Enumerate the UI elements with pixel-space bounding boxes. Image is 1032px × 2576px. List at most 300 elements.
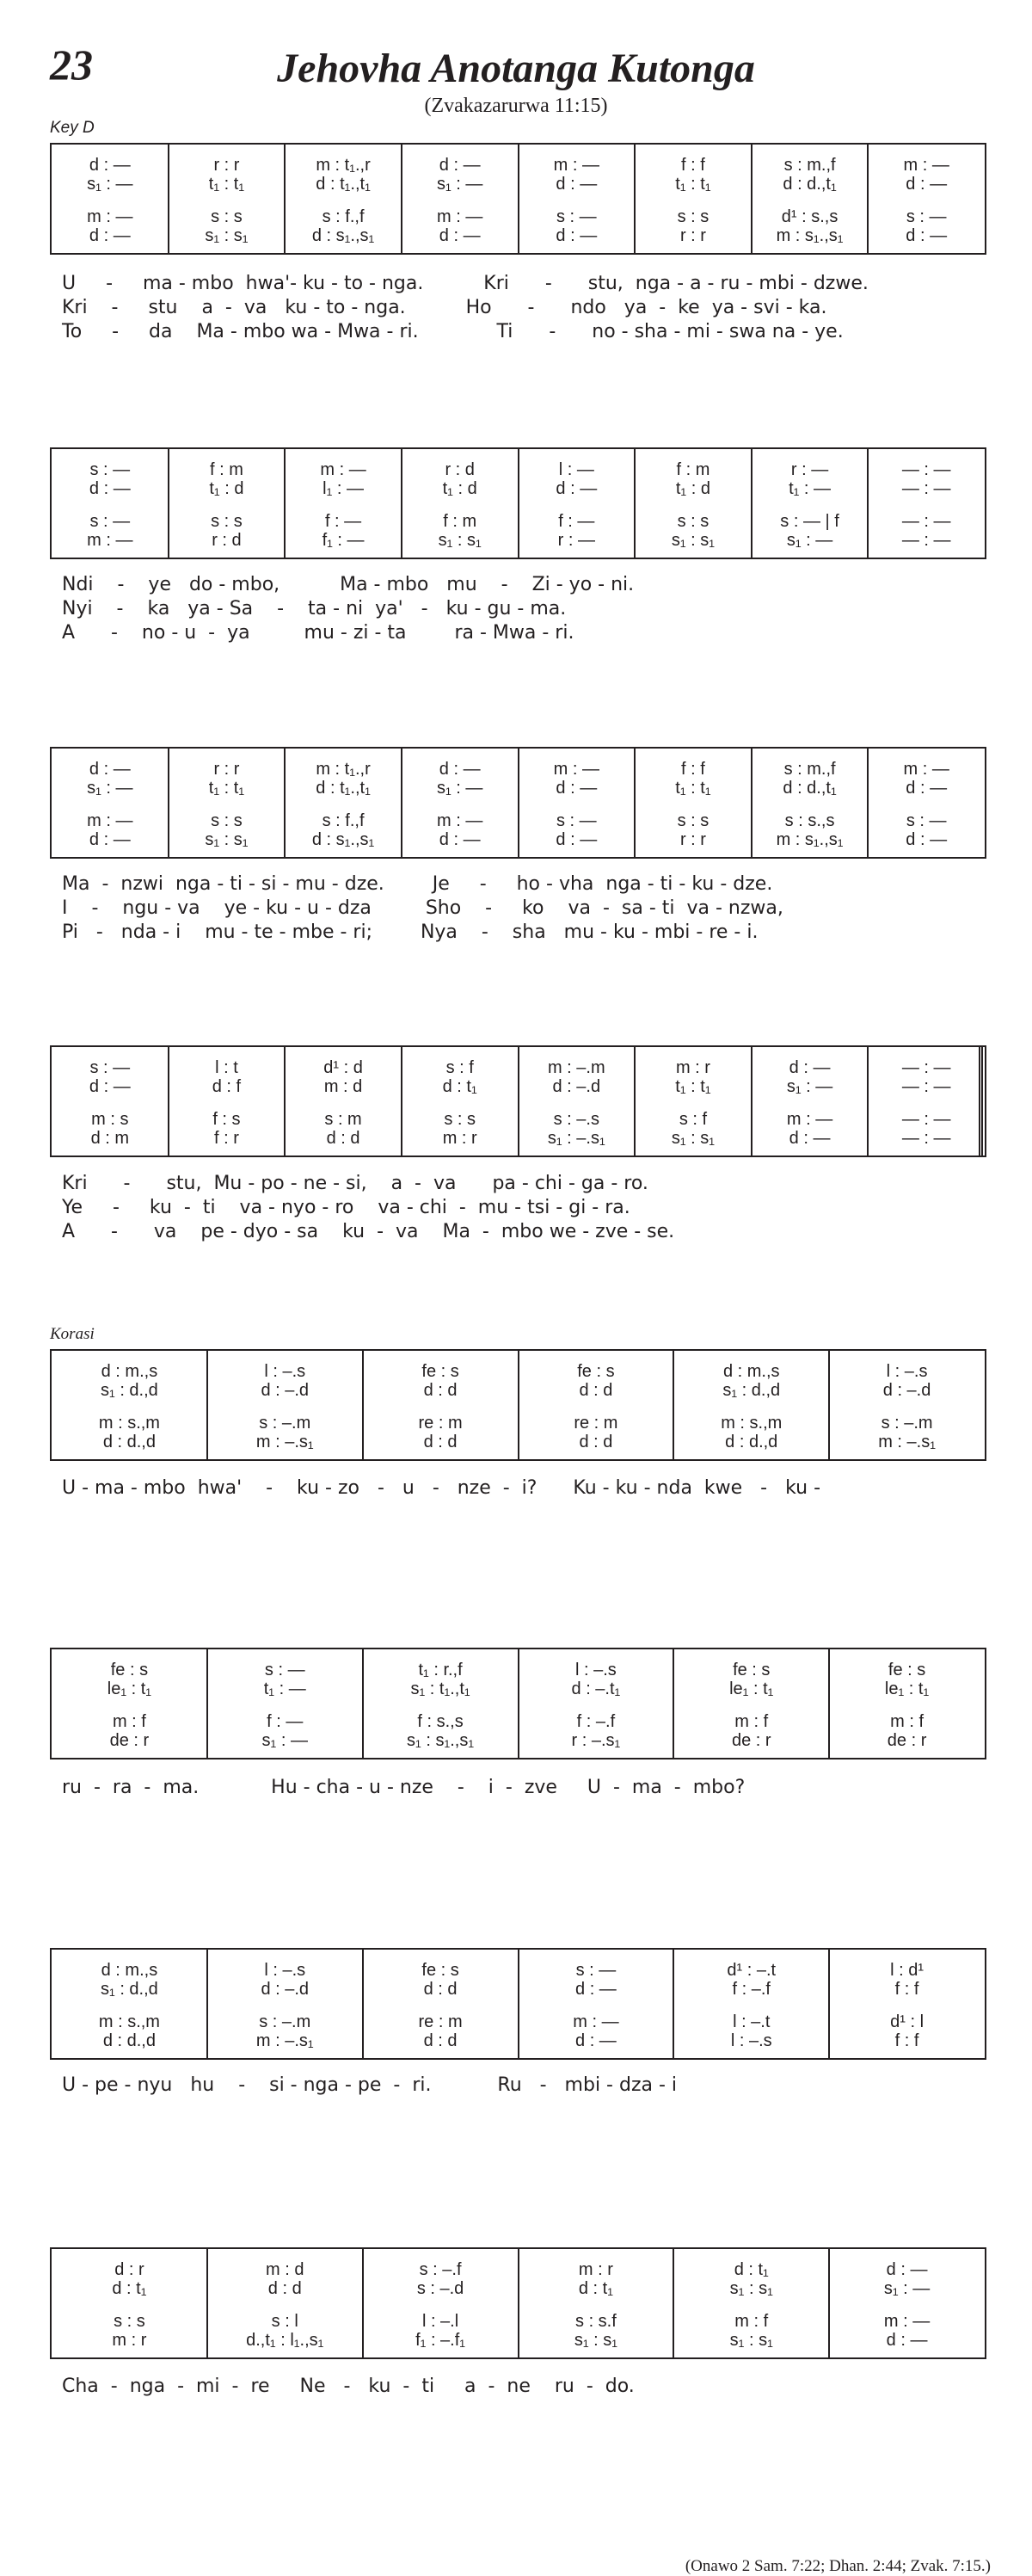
- note-row: s : s: [114, 2312, 145, 2331]
- barline: [401, 1047, 402, 1156]
- note-row: s : —: [89, 1058, 131, 1077]
- note-row: s₁ : d.,d: [722, 1381, 781, 1400]
- note-row: d : t₁.,t₁: [316, 779, 371, 798]
- barline: [634, 449, 636, 558]
- note-row: d : f: [212, 1077, 242, 1096]
- note-row: f : m: [676, 460, 710, 479]
- measure: [363, 1351, 519, 1459]
- note-row: — : —: [901, 1058, 951, 1077]
- measure: [868, 145, 985, 253]
- note-row: m : —: [437, 811, 483, 830]
- measure: [673, 1649, 829, 1758]
- song-subtitle: (Zvakazarurwa 11:15): [424, 95, 608, 117]
- song-number: 23: [50, 40, 93, 89]
- note-row: d : d.,d: [102, 2031, 156, 2050]
- note-row: re : m: [418, 1414, 463, 1433]
- note-row: s : –.f: [419, 2260, 462, 2279]
- note-row: m : f: [734, 2312, 769, 2331]
- note-row: l : –.l: [421, 2312, 459, 2331]
- note-row: m : —: [903, 760, 949, 779]
- note-row: f : —: [558, 512, 595, 531]
- measure: [52, 1649, 207, 1758]
- lyric-line: I - ngu - va ye - ku - u - dza Sho - ko va - sa - ti va - nzwa,: [62, 897, 783, 919]
- note-row: m : r: [578, 2260, 613, 2279]
- note-row: s : –.m: [881, 1414, 933, 1433]
- note-row: fe : s: [110, 1661, 149, 1679]
- barline: [867, 1047, 869, 1156]
- note-row: — : —: [901, 531, 951, 550]
- barline: [362, 2249, 364, 2357]
- note-row: l : –.s: [575, 1661, 617, 1679]
- measure: [285, 749, 402, 857]
- note-row: fe : s: [421, 1362, 459, 1381]
- note-row: s : —: [89, 460, 131, 479]
- barline: [634, 145, 636, 253]
- lyric-line: A - no - u - ya mu - zi - ta ra - Mwa - ri.: [62, 622, 574, 644]
- measure: [285, 1047, 402, 1156]
- note-row: f : f: [681, 156, 705, 175]
- note-row: s : s: [444, 1110, 476, 1129]
- note-row: t₁ : t₁: [675, 779, 711, 798]
- note-row: d : m: [90, 1129, 130, 1148]
- barline: [751, 749, 752, 857]
- barline: [673, 1351, 674, 1459]
- note-row: f : f: [681, 760, 705, 779]
- barline: [634, 1047, 636, 1156]
- note-row: m : –.s₁: [255, 2031, 314, 2050]
- note-row: m : d: [266, 2260, 304, 2279]
- barline: [168, 749, 169, 857]
- barline: [284, 749, 286, 857]
- note-row: d : d.,d: [102, 1433, 156, 1451]
- note-row: m : t₁.,r: [316, 156, 371, 175]
- note-row: s : s: [677, 207, 710, 226]
- note-row: fe : s: [577, 1362, 615, 1381]
- note-row: m : —: [903, 156, 949, 175]
- measure: [519, 145, 636, 253]
- measure: [207, 1649, 363, 1758]
- barline: [168, 1047, 169, 1156]
- note-row: r : d: [445, 460, 475, 479]
- note-row: d : —: [906, 175, 948, 194]
- note-row: m : r: [675, 1058, 710, 1077]
- measure: [169, 749, 286, 857]
- barline: [206, 2249, 208, 2357]
- barline: [518, 1047, 519, 1156]
- note-row: m : s: [91, 1110, 129, 1129]
- note-row: d : t₁: [112, 2279, 147, 2298]
- note-row: d : —: [439, 830, 481, 849]
- note-row: m : —: [87, 207, 133, 226]
- note-row: de : r: [887, 1731, 927, 1750]
- note-row: m : —: [553, 156, 599, 175]
- note-row: s : s.f: [575, 2312, 617, 2331]
- note-row: m : f: [112, 1712, 146, 1731]
- note-row: s : — | f: [780, 512, 839, 531]
- note-row: s₁ : s₁: [729, 2331, 773, 2350]
- note-row: s₁ : d.,d: [101, 1381, 158, 1400]
- note-row: s₁ : s₁: [438, 531, 482, 550]
- barline: [518, 2249, 519, 2357]
- note-row: d : —: [906, 779, 948, 798]
- note-row: d : —: [886, 2260, 928, 2279]
- note-row: d : m.,s: [101, 1961, 158, 1980]
- lyric-line: U - ma - mbo hwa' - ku - zo - u - nze - i? Ku - ku - nda kwe - ku -: [62, 1477, 821, 1499]
- note-row: d.,t₁ : l₁.,s₁: [246, 2331, 324, 2350]
- note-row: s₁ : s₁: [729, 2279, 773, 2298]
- measure: [829, 1649, 985, 1758]
- note-row: — : —: [901, 1110, 951, 1129]
- note-row: s₁ : —: [436, 175, 483, 194]
- note-row: s : f.,f: [322, 207, 365, 226]
- note-row: m : s₁.,s₁: [776, 226, 844, 245]
- barline: [828, 2249, 830, 2357]
- measure: [169, 449, 286, 558]
- note-row: f : m: [443, 512, 477, 531]
- note-row: m : —: [553, 760, 599, 779]
- note-row: l₁ : —: [322, 479, 364, 498]
- note-row: t₁ : —: [789, 479, 832, 498]
- note-row: t₁ : t₁: [208, 175, 245, 194]
- measure: [519, 1649, 674, 1758]
- measure: [829, 2249, 985, 2357]
- barline: [401, 749, 402, 857]
- note-row: s : —: [89, 512, 131, 531]
- note-row: f : s: [212, 1110, 241, 1129]
- measure: [868, 449, 985, 558]
- note-row: l : d¹: [890, 1961, 924, 1980]
- barline: [828, 1649, 830, 1758]
- barline: [284, 1047, 286, 1156]
- music-system: [50, 1648, 986, 1759]
- barline: [284, 145, 286, 253]
- key-label: Key D: [50, 119, 95, 137]
- note-row: m : —: [320, 460, 366, 479]
- note-row: d : —: [789, 1058, 831, 1077]
- measure: [285, 449, 402, 558]
- note-row: t₁ : d: [209, 479, 244, 498]
- note-row: d : d: [326, 1129, 360, 1148]
- note-row: s : s.,s: [784, 811, 835, 830]
- chorus-label: Korasi: [50, 1325, 95, 1343]
- measure: [519, 2249, 674, 2357]
- note-row: d : t₁: [578, 2279, 613, 2298]
- note-row: d : d.,t₁: [783, 175, 837, 194]
- note-row: l : t: [215, 1058, 238, 1077]
- note-row: — : —: [901, 1129, 951, 1148]
- measure: [402, 1047, 519, 1156]
- note-row: s₁ : s₁: [671, 1129, 716, 1148]
- music-system: [50, 747, 986, 859]
- note-row: s₁ : t₁.,t₁: [410, 1679, 470, 1698]
- barline: [828, 1950, 830, 2058]
- note-row: s : —: [556, 811, 597, 830]
- measure: [52, 1047, 169, 1156]
- measure: [363, 2249, 519, 2357]
- note-row: l : –.s: [886, 1362, 928, 1381]
- barline: [867, 449, 869, 558]
- note-row: l : –.s: [264, 1961, 306, 1980]
- note-row: s : —: [906, 207, 947, 226]
- measure: [635, 1047, 752, 1156]
- barline: [518, 145, 519, 253]
- measure: [752, 749, 869, 857]
- lyric-line: To - da Ma - mbo wa - Mwa - ri. Ti - no - sha - mi - swa na - ye.: [62, 321, 844, 342]
- note-row: s₁ : s₁: [205, 226, 249, 245]
- music-system: [50, 2247, 986, 2359]
- note-row: l : –.s: [264, 1362, 306, 1381]
- note-row: le₁ : t₁: [107, 1679, 152, 1698]
- note-row: s : –.m: [259, 2012, 311, 2031]
- music-system: [50, 1045, 986, 1157]
- note-row: d : —: [556, 779, 598, 798]
- note-row: d : —: [89, 1077, 131, 1096]
- note-row: d : —: [439, 156, 481, 175]
- note-row: s : s: [211, 512, 243, 531]
- note-row: r : r: [679, 830, 706, 849]
- measure: [207, 2249, 363, 2357]
- note-row: s : —: [575, 1961, 617, 1980]
- note-row: f₁ : —: [322, 531, 365, 550]
- barline: [518, 1950, 519, 2058]
- barline: [751, 145, 752, 253]
- measure: [519, 749, 636, 857]
- note-row: d : –.d: [882, 1381, 931, 1400]
- note-row: s : –.s: [553, 1110, 599, 1129]
- note-row: t₁ : —: [263, 1679, 306, 1698]
- measure: [363, 1649, 519, 1758]
- note-row: t₁ : t₁: [675, 175, 711, 194]
- note-row: r : r: [679, 226, 706, 245]
- music-system: [50, 1349, 986, 1461]
- note-row: m : f: [734, 1712, 769, 1731]
- note-row: r : r: [213, 156, 240, 175]
- note-row: d : –.d: [261, 1381, 310, 1400]
- measure: [402, 749, 519, 857]
- measure: [673, 2249, 829, 2357]
- note-row: m : r: [112, 2331, 147, 2350]
- music-system: [50, 143, 986, 255]
- note-row: d : t₁.,t₁: [316, 175, 371, 194]
- note-row: l : —: [558, 460, 594, 479]
- measure: [519, 1351, 674, 1459]
- lyric-line: Kri - stu a - va ku - to - nga. Ho - ndo ya - ke ya - svi - ka.: [62, 297, 827, 318]
- music-system: [50, 1948, 986, 2060]
- note-row: d : d.,d: [725, 1433, 778, 1451]
- barline: [168, 449, 169, 558]
- note-row: m : s₁.,s₁: [776, 830, 844, 849]
- note-row: f : f: [894, 2031, 919, 2050]
- note-row: d : —: [556, 175, 598, 194]
- measure: [635, 449, 752, 558]
- note-row: re : m: [574, 1414, 618, 1433]
- note-row: l : –.s: [730, 2031, 772, 2050]
- lyric-line: Cha - nga - mi - re Ne - ku - ti a - ne ru - do.: [62, 2376, 635, 2397]
- measure: [868, 749, 985, 857]
- barline: [751, 1047, 752, 1156]
- note-row: s : –.m: [259, 1414, 311, 1433]
- note-row: d : —: [89, 830, 131, 849]
- lyric-line: Nyi - ka ya - Sa - ta - ni ya' - ku - gu - ma.: [62, 598, 567, 619]
- barline: [362, 1649, 364, 1758]
- note-row: s : f.,f: [322, 811, 365, 830]
- lyric-line: Ndi - ye do - mbo, Ma - mbo mu - Zi - yo - ni.: [62, 574, 635, 595]
- music-system: [50, 447, 986, 559]
- note-row: d : d: [579, 1433, 613, 1451]
- note-row: d : d: [579, 1381, 613, 1400]
- measure: [868, 1047, 985, 1156]
- barline: [673, 1649, 674, 1758]
- barline: [362, 1351, 364, 1459]
- measure: [673, 1351, 829, 1459]
- note-row: d : d: [423, 1980, 458, 1999]
- note-row: r : –.s₁: [571, 1731, 621, 1750]
- note-row: s : m.,f: [783, 156, 836, 175]
- note-row: s₁ : —: [786, 1077, 833, 1096]
- note-row: s₁ : s₁.,s₁: [407, 1731, 475, 1750]
- note-row: f : r: [213, 1129, 239, 1148]
- note-row: d : r: [114, 2260, 144, 2279]
- note-row: s : f: [445, 1058, 474, 1077]
- note-row: d : —: [439, 760, 481, 779]
- note-row: d : d: [423, 1381, 458, 1400]
- final-barline: [979, 1047, 983, 1156]
- note-row: m : d: [323, 1077, 363, 1096]
- barline: [867, 145, 869, 253]
- lyric-line: U - pe - nyu hu - si - nga - pe - ri. Ru - mbi - dza - i: [62, 2074, 678, 2096]
- measure: [673, 1950, 829, 2058]
- note-row: fe : s: [888, 1661, 926, 1679]
- note-row: s : —: [906, 811, 947, 830]
- note-row: s₁ : s₁: [671, 531, 716, 550]
- lyric-line: Kri - stu, Mu - po - ne - si, a - va pa - chi - ga - ro.: [62, 1173, 648, 1194]
- note-row: m : s.,m: [721, 1414, 783, 1433]
- barline: [634, 749, 636, 857]
- note-row: d : —: [886, 2331, 928, 2350]
- lyric-line: Ma - nzwi nga - ti - si - mu - dze. Je - ho - vha nga - ti - ku - dze.: [62, 873, 773, 895]
- note-row: d : —: [575, 1980, 617, 1999]
- note-row: s₁ : d.,d: [101, 1980, 158, 1999]
- note-row: s : —: [264, 1661, 305, 1679]
- song-title: Jehovha Anotanga Kutonga: [277, 46, 755, 91]
- note-row: s : s: [677, 512, 710, 531]
- measure: [207, 1351, 363, 1459]
- note-row: s : m.,f: [783, 760, 836, 779]
- note-row: r : —: [790, 460, 829, 479]
- measure: [829, 1351, 985, 1459]
- note-row: s₁ : —: [87, 779, 133, 798]
- measure: [52, 1950, 207, 2058]
- note-row: d : s₁.,s₁: [311, 830, 375, 849]
- note-row: d : —: [89, 479, 131, 498]
- footnote: (Onawo 2 Sam. 7:22; Dhan. 2:44; Zvak. 7:15.): [685, 2557, 991, 2575]
- measure: [363, 1950, 519, 2058]
- note-row: s : s: [211, 207, 243, 226]
- barline: [751, 449, 752, 558]
- note-row: le₁ : t₁: [884, 1679, 930, 1698]
- note-row: r : d: [212, 531, 242, 550]
- note-row: m : –.s₁: [255, 1433, 314, 1451]
- note-row: m : —: [883, 2312, 931, 2331]
- note-row: t₁ : d: [675, 479, 710, 498]
- barline: [673, 2249, 674, 2357]
- note-row: d : d.,t₁: [783, 779, 837, 798]
- note-row: m : r: [442, 1129, 477, 1148]
- note-row: f : f: [894, 1980, 919, 1999]
- note-row: de : r: [109, 1731, 150, 1750]
- barline: [828, 1351, 830, 1459]
- note-row: d : —: [556, 479, 598, 498]
- measure: [829, 1950, 985, 2058]
- note-row: d¹ : d: [323, 1058, 363, 1077]
- measure: [752, 1047, 869, 1156]
- note-row: d : —: [906, 830, 948, 849]
- measure: [169, 145, 286, 253]
- barline: [206, 1351, 208, 1459]
- measure: [752, 145, 869, 253]
- note-row: d : –.d: [552, 1077, 601, 1096]
- note-row: s : —: [556, 207, 597, 226]
- measure: [635, 749, 752, 857]
- barline: [867, 749, 869, 857]
- note-row: s₁ : –.s₁: [547, 1129, 605, 1148]
- note-row: m : –.s₁: [878, 1433, 936, 1451]
- note-row: s : s: [677, 811, 710, 830]
- note-row: s : –.d: [416, 2279, 464, 2298]
- note-row: s : l: [271, 2312, 298, 2331]
- note-row: d : d: [423, 1433, 458, 1451]
- note-row: d : —: [556, 226, 598, 245]
- note-row: f : –.f: [732, 1980, 771, 1999]
- measure: [402, 145, 519, 253]
- note-row: t₁ : d: [442, 479, 477, 498]
- note-row: de : r: [731, 1731, 771, 1750]
- lyric-line: Pi - nda - i mu - te - mbe - ri; Nya - sha mu - ku - mbi - re - i.: [62, 921, 759, 943]
- note-row: fe : s: [733, 1661, 771, 1679]
- measure: [52, 145, 169, 253]
- note-row: fe : s: [421, 1961, 459, 1980]
- note-row: m : t₁.,r: [316, 760, 371, 779]
- note-row: — : —: [901, 460, 951, 479]
- note-row: d¹ : –.t: [727, 1961, 777, 1980]
- note-row: r : r: [213, 760, 240, 779]
- note-row: d : m.,s: [101, 1362, 158, 1381]
- note-row: s₁ : —: [436, 779, 483, 798]
- measure: [52, 449, 169, 558]
- note-row: s₁ : s₁: [574, 2331, 617, 2350]
- measure: [285, 145, 402, 253]
- note-row: d : m.,s: [722, 1362, 780, 1381]
- note-row: m : —: [87, 531, 133, 550]
- measure: [519, 449, 636, 558]
- note-row: d : —: [89, 156, 131, 175]
- barline: [518, 449, 519, 558]
- note-row: d : t₁: [734, 2260, 769, 2279]
- note-row: t₁ : t₁: [208, 779, 245, 798]
- note-row: d : —: [556, 830, 598, 849]
- lyric-line: Ye - ku - ti va - nyo - ro va - chi - mu - tsi - gi - ra.: [62, 1197, 630, 1218]
- note-row: s₁ : —: [87, 175, 133, 194]
- measure: [519, 1047, 636, 1156]
- note-row: m : –.m: [547, 1058, 605, 1077]
- note-row: — : —: [901, 512, 951, 531]
- note-row: d : d: [267, 2279, 302, 2298]
- note-row: d : —: [89, 760, 131, 779]
- measure: [52, 1351, 207, 1459]
- measure: [635, 145, 752, 253]
- note-row: s₁ : —: [261, 1731, 308, 1750]
- note-row: d : —: [89, 226, 131, 245]
